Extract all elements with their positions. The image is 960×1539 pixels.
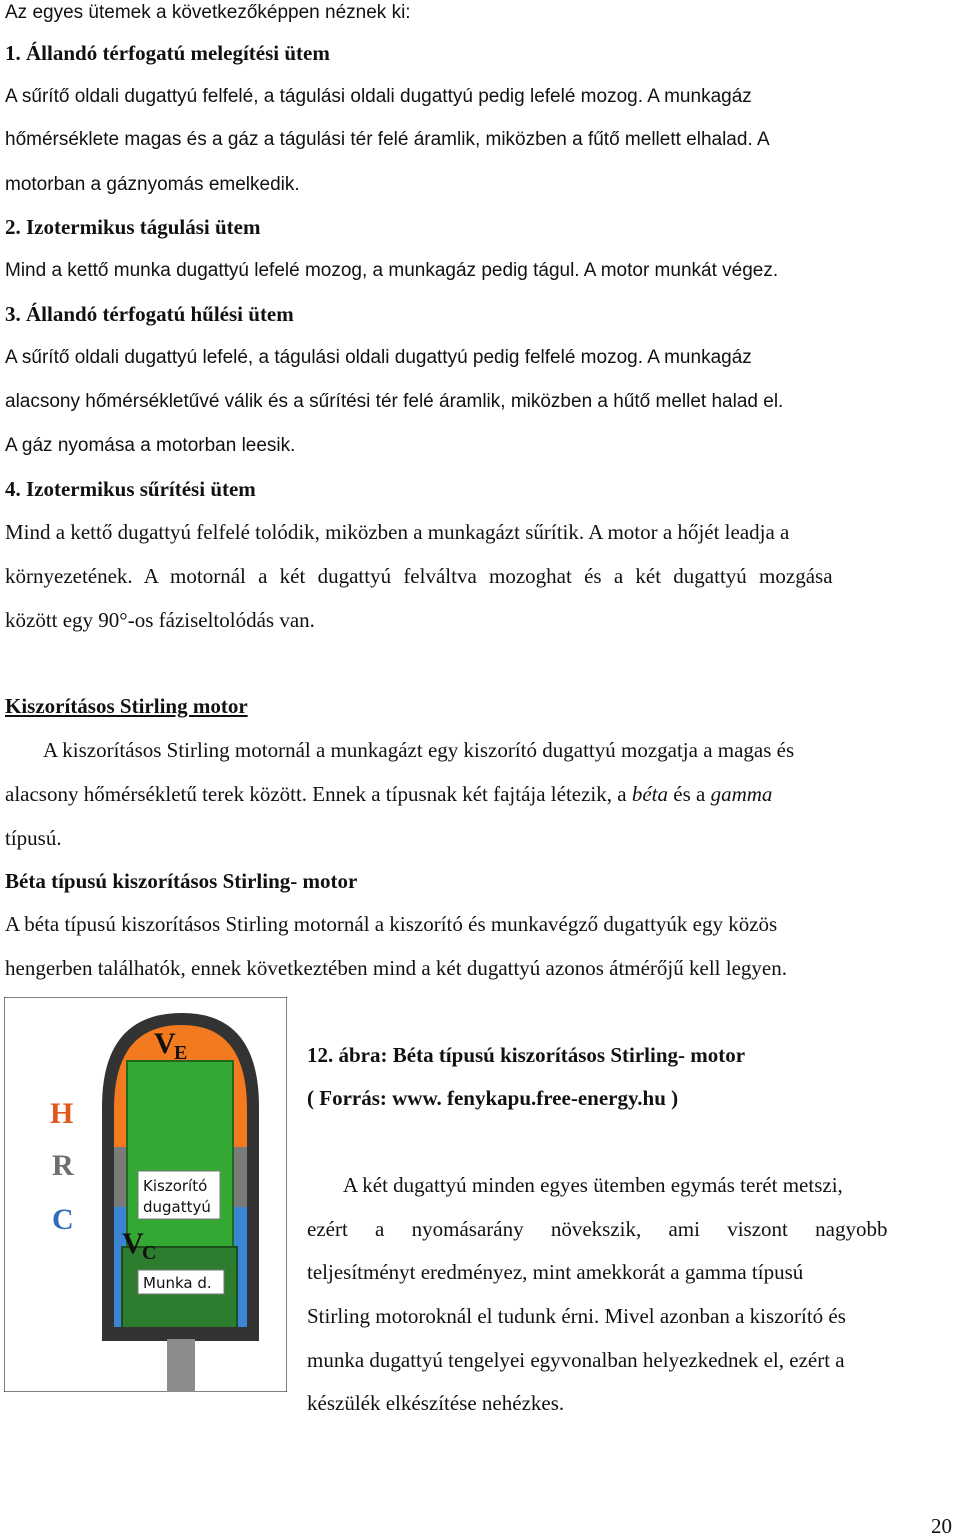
- section-2-title: 2. Izotermikus tágulási ütem: [5, 215, 261, 239]
- figure-side-line: [307, 1216, 955, 1242]
- beta-term: béta: [631, 782, 668, 806]
- page-number: 20: [931, 1514, 952, 1538]
- section-3-line: A sűrítő oldali dugattyú lefelé, a tágulási oldali dugattyú pedig felfelé mozog. A munkagáz: [5, 347, 752, 368]
- section-1-line: hőmérséklete magas és a gáz a tágulási tér felé áramlik, miközben a fűtő mellett elhalad. A: [5, 129, 770, 150]
- work-piston-label: Munka d.: [143, 1274, 212, 1292]
- displacer-label-line2: dugattyú: [143, 1198, 211, 1216]
- displacer-text: alacsony hőmérsékletű terek között. Ennek a típusnak két fajtája létezik, a: [5, 782, 632, 806]
- section-4-title: 4. Izotermikus sűrítési ütem: [5, 477, 256, 501]
- figure-side-line: munka dugattyú tengelyei egyvonalban helyezkednek el, ezért a: [307, 1348, 845, 1372]
- label-vc-sub: C: [142, 1242, 157, 1264]
- section-4-line: Mind a kettő dugattyú felfelé tolódik, miközben a munkagázt sűrítik. A motor a hőjét leadja a: [5, 520, 790, 544]
- label-ve-v: V: [154, 1027, 176, 1060]
- figure-side-line: készülék elkészítése nehézkes.: [307, 1391, 565, 1415]
- section-4-line-justified: [5, 563, 955, 589]
- diagram-svg: [4, 997, 287, 1392]
- section-3-line: alacsony hőmérsékletűvé válik és a sűrítési tér felé áramlik, miközben a hűtő mellet halad el.: [5, 391, 784, 412]
- beta-stirling-diagram: [4, 997, 287, 1392]
- displacer-label-line1: Kiszorító: [143, 1177, 208, 1195]
- displacer-paragraph-line: [5, 781, 772, 807]
- section-1-line: A sűrítő oldali dugattyú felfelé, a tágulási oldali dugattyú pedig lefelé mozog. A munkagáz: [5, 86, 752, 107]
- side-text: ezért a nyomásarány növekszik, ami viszont nagyobb: [307, 1217, 888, 1241]
- figure-side-line: Stirling motoroknál el tudunk érni. Mivel azonban a kiszorító és: [307, 1304, 846, 1328]
- beta-paragraph-line: hengerben találhatók, ennek következtében mind a két dugattyú azonos átmérőjű kell legyen.: [5, 956, 787, 980]
- label-h: H: [50, 1097, 74, 1130]
- figure-source: ( Forrás: www. fenykapu.free-energy.hu ): [307, 1086, 679, 1110]
- section-1-line: motorban a gáznyomás emelkedik.: [5, 174, 300, 195]
- section-1-title: 1. Állandó térfogatú melegítési ütem: [5, 41, 330, 65]
- section-3-title: 3. Állandó térfogatú hűlési ütem: [5, 302, 294, 326]
- displacer-paragraph-line: A kiszorításos Stirling motornál a munkagázt egy kiszorító dugattyú mozgatja a magas és: [43, 738, 795, 762]
- displacer-paragraph-line: típusú.: [5, 826, 62, 850]
- section-4-line: [5, 563, 955, 589]
- section-4-text: környezetének. A motornál a két dugattyú felváltva mozoghat és a két dugattyú mozgása: [5, 564, 833, 588]
- label-c: C: [52, 1203, 74, 1236]
- piston-rod: [167, 1339, 195, 1392]
- intro-text: Az egyes ütemek a következőképpen néznek ki:: [5, 2, 411, 23]
- cylinder-base: [102, 1327, 259, 1341]
- label-vc-v: V: [122, 1227, 144, 1260]
- label-r: R: [52, 1149, 74, 1182]
- figure-side-line: teljesítményt eredményez, mint amekkorát a gamma típusú: [307, 1260, 804, 1284]
- label-ve-sub: E: [174, 1042, 188, 1064]
- section-3-line: A gáz nyomása a motorban leesik.: [5, 435, 296, 456]
- beta-section-heading: Béta típusú kiszorításos Stirling- motor: [5, 869, 358, 893]
- section-4-line: között egy 90°-os fáziseltolódás van.: [5, 608, 315, 632]
- gamma-term: gamma: [710, 782, 773, 806]
- section-2-line: Mind a kettő munka dugattyú lefelé mozog, a munkagáz pedig tágul. A motor munkát végez.: [5, 260, 779, 281]
- beta-paragraph-line: A béta típusú kiszorításos Stirling motornál a kiszorító és munkavégző dugattyúk egy közös: [5, 912, 778, 936]
- figure-side-line: A két dugattyú minden egyes ütemben egymás terét metszi,: [343, 1173, 843, 1197]
- displacer-section-heading: Kiszorításos Stirling motor: [5, 694, 248, 718]
- displacer-text: és a: [668, 782, 711, 806]
- figure-caption: 12. ábra: Béta típusú kiszorításos Stirling- motor: [307, 1043, 746, 1067]
